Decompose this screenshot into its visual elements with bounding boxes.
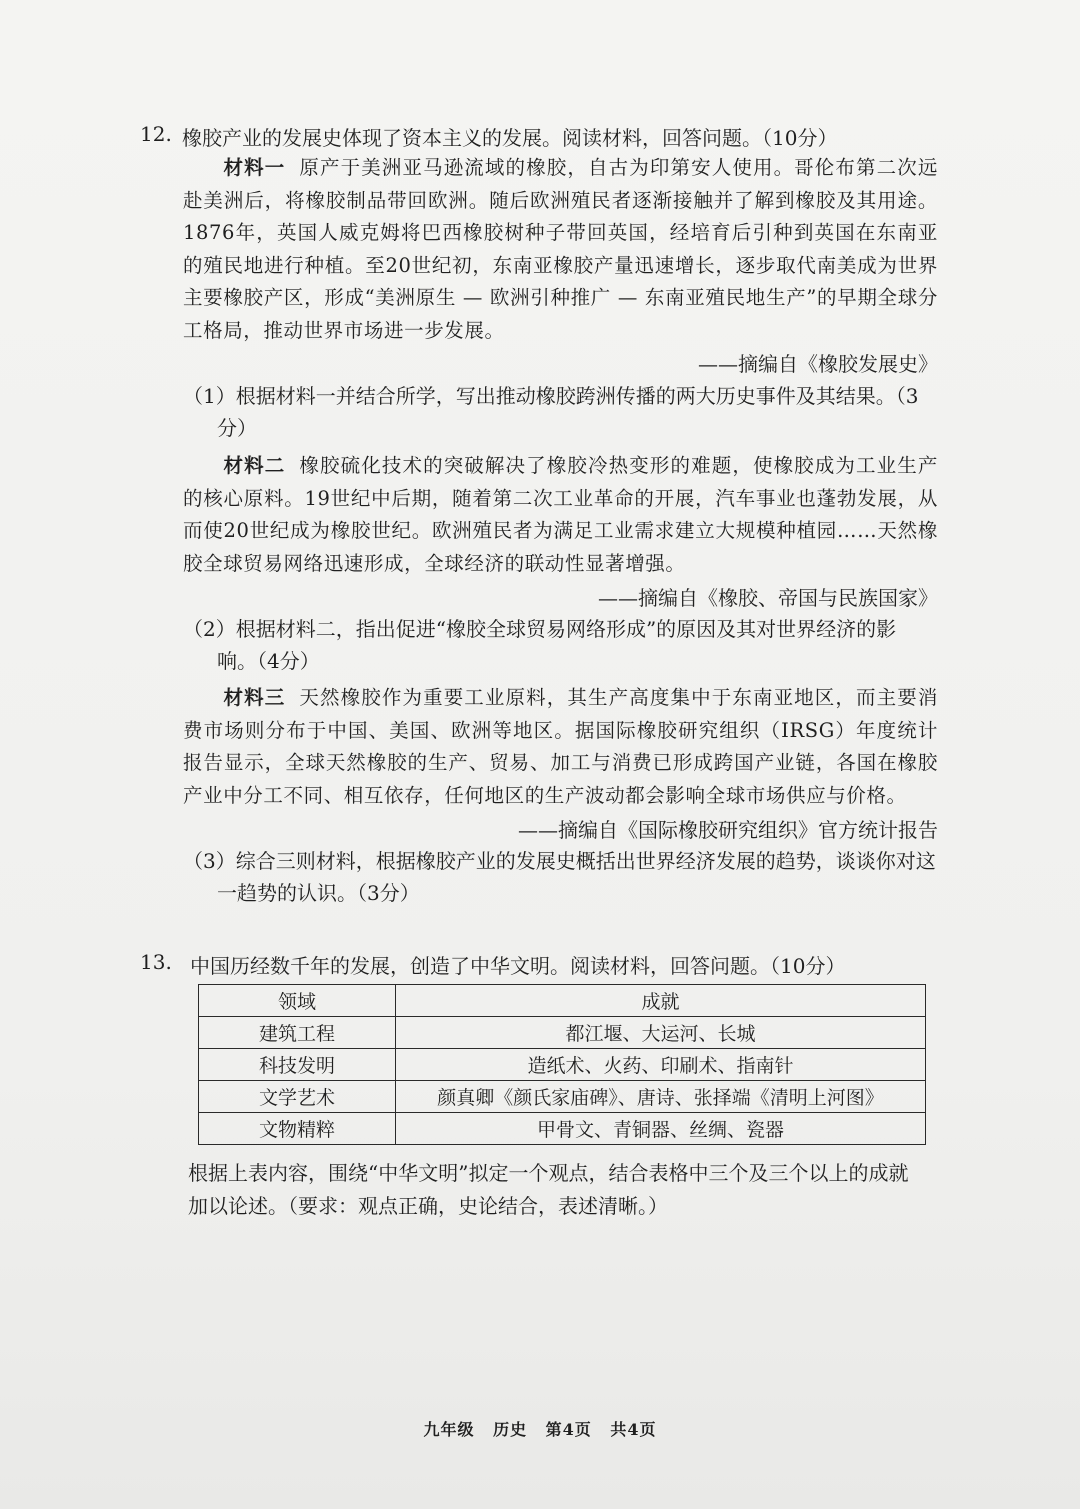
question-number: 13. [140,950,172,974]
footer-grade: 九年级 [423,1420,475,1439]
material-text: 橡胶硫化技术的突破解决了橡胶冷热变形的难题，使橡胶成为工业生产的核心原料。19世纪中后期，随着第二次工业革命的开展，汽车事业也蓬勃发展，从而使20世纪成为橡胶世纪。欧洲殖民者为满足工业需求建立大规模种植园……天然橡胶全球贸易网络迅速形成，全球经济的联动性显著增强。 [183,454,938,575]
table-cell: 造纸术、火药、印刷术、指南针 [396,1049,926,1081]
table-cell: 文物精粹 [199,1113,396,1145]
question-stem: 橡胶产业的发展史体现了资本主义的发展。阅读材料，回答问题。（10分） [182,126,838,150]
material-2-source: ——摘编自《橡胶、帝国与民族国家》 [598,586,938,610]
table-row [199,1017,926,1049]
material-3-source: ——摘编自《国际橡胶研究组织》官方统计报告 [518,818,938,842]
sub-question-2 [183,613,938,677]
table-cell: 建筑工程 [199,1017,396,1049]
achievements-table [198,984,926,1145]
sub-question-line: （2）根据材料二，指出促进“橡胶全球贸易网络形成”的原因及其对世界经济的影 [183,617,897,641]
table-cell: 甲骨文、青铜器、丝绸、瓷器 [396,1113,926,1145]
question-number: 12. [140,122,172,146]
material-2 [183,450,938,580]
material-text: 原产于美洲亚马逊流域的橡胶，自古为印第安人使用。哥伦布第二次远赴美洲后，将橡胶制品带回欧洲。随后欧洲殖民者逐渐接触并了解到橡胶及其用途。1876年，英国人威克姆将巴西橡胶树种子带回英国，经培育后引种到英国在东南亚的殖民地进行种植。至20世纪初，东南亚橡胶产量迅速增长，逐步取代南美成为世界主要橡胶产区，形成“美洲原生 — 欧洲引种推广 — 东南亚殖民地生产”的早期全球分工格局，推动世界市场进一步发展。 [183,156,938,342]
prompt-line: 加以论述。（要求：观点正确，史论结合，表述清晰。） [188,1194,668,1218]
table-cell: 都江堰、大运河、长城 [396,1017,926,1049]
footer-subject: 历史 [493,1420,528,1439]
sub-question-3 [183,845,938,909]
material-3 [183,682,938,812]
table-header-cell: 成就 [396,985,926,1017]
question-stem: 中国历经数千年的发展，创造了中华文明。阅读材料，回答问题。（10分） [190,954,846,978]
material-title: 材料二 [223,454,286,477]
question-13-prompt [188,1157,943,1223]
table-header-row [199,985,926,1017]
sub-question-line: （1）根据材料一并结合所学，写出推动橡胶跨洲传播的两大历史事件及其结果。（3 [183,384,919,408]
sub-question-line: （3）综合三则材料，根据橡胶产业的发展史概括出世界经济发展的趋势，谈谈你对这 [183,849,936,873]
footer-page: 第4页 [545,1420,592,1439]
table-row [199,1081,926,1113]
page-footer [0,1417,1080,1440]
table-header-cell: 领域 [199,985,396,1017]
material-1 [183,152,938,347]
sub-question-line: 分） [217,416,257,440]
material-1-source: ——摘编自《橡胶发展史》 [698,352,938,376]
table-row [199,1049,926,1081]
material-title: 材料一 [223,156,286,179]
sub-question-line: 响。（4分） [217,649,320,673]
table-cell: 颜真卿《颜氏家庙碑》、唐诗、张择端《清明上河图》 [396,1081,926,1113]
table-cell: 科技发明 [199,1049,396,1081]
material-title: 材料三 [223,686,286,709]
table-cell: 文学艺术 [199,1081,396,1113]
sub-question-1 [183,380,938,444]
material-text: 天然橡胶作为重要工业原料，其生产高度集中于东南亚地区，而主要消费市场则分布于中国、美国、欧洲等地区。据国际橡胶研究组织（IRSG）年度统计报告显示，全球天然橡胶的生产、贸易、加工与消费已形成跨国产业链，各国在橡胶产业中分工不同、相互依存，任何地区的生产波动都会影响全球市场供应与价格。 [183,686,938,807]
table-row [199,1113,926,1145]
sub-question-line: 一趋势的认识。（3分） [217,881,420,905]
footer-total: 共4页 [610,1420,657,1439]
prompt-line: 根据上表内容，围绕“中华文明”拟定一个观点，结合表格中三个及三个以上的成就 [188,1161,909,1185]
